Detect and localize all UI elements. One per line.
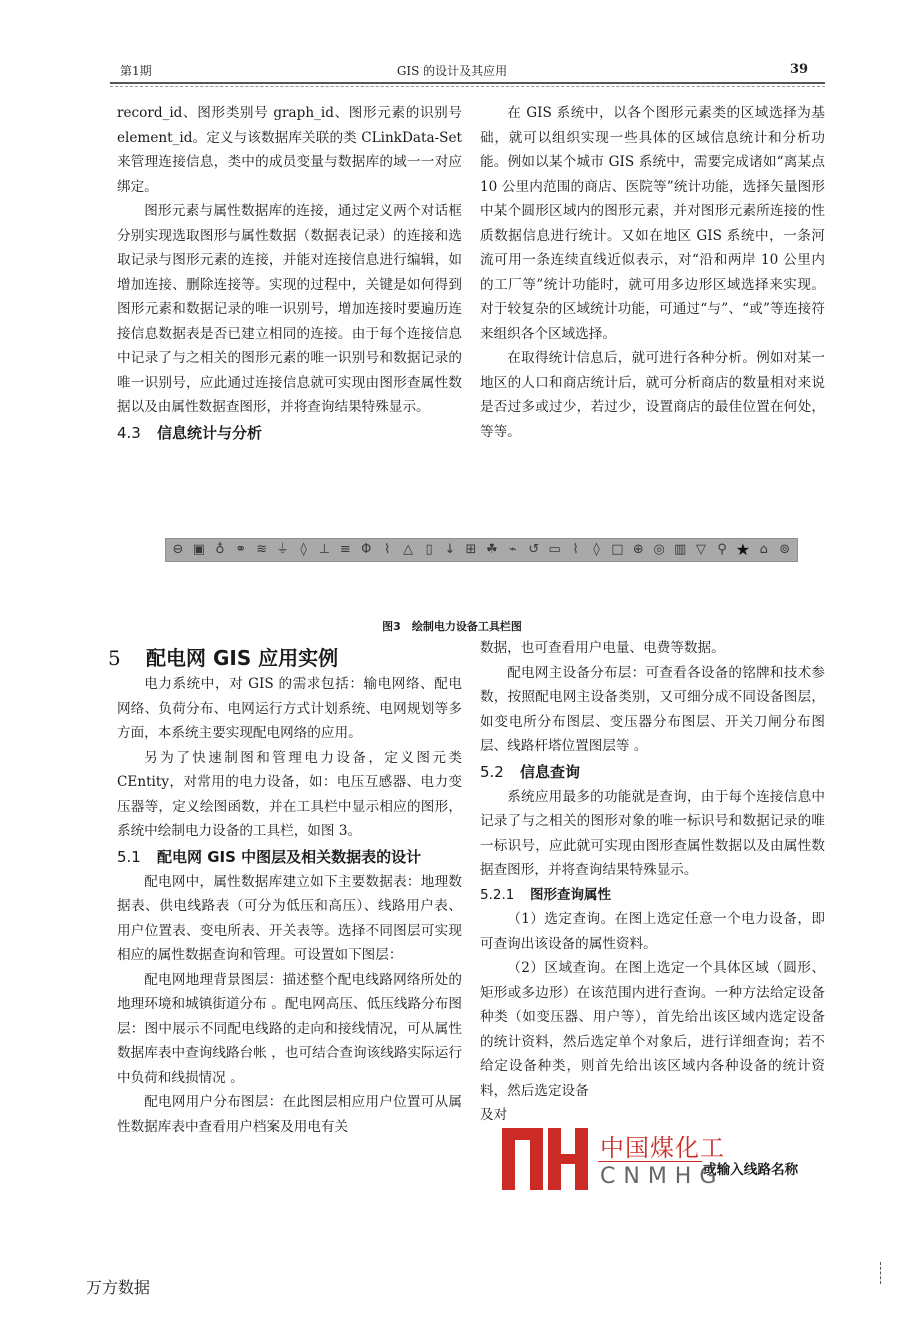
disconnector-icon[interactable]: ⌇ bbox=[384, 542, 391, 557]
edge-mark bbox=[880, 1262, 881, 1284]
fuse-2-icon[interactable]: ◊ bbox=[593, 542, 600, 557]
right-column-bottom bbox=[480, 636, 825, 1128]
target-icon[interactable]: ⊚ bbox=[779, 542, 791, 557]
paragraph: 配电网地理背景图层：描述整个配电线路网络所处的地理环境和城镇街道分布 。配电网高压、低压线路分布图层：图中展示不同配电线路的走向和接线情况，可从属性数据库表中查询线路台帐 ，也可结合查询该线路实际运行中负荷和线损情况 。 bbox=[117, 971, 462, 1086]
paragraph: （1）选定查询。在图上选定任意一个电力设备，即可查询出该设备的属性资料。 bbox=[480, 911, 825, 952]
section-title: 配电网 GIS 中图层及相关数据表的设计 bbox=[157, 847, 422, 866]
page-number: 39 bbox=[790, 62, 809, 77]
rotate-icon[interactable]: ↺ bbox=[528, 542, 540, 557]
triangle-icon[interactable]: ▽ bbox=[696, 542, 707, 557]
section-title: 信息统计与分析 bbox=[157, 423, 263, 442]
paragraph: 系统应用最多的功能就是查询，由于每个连接信息中记录了与之相关的图形对象的唯一标识号和数据记录的唯一标识号，应此就可实现由图形查属性数据以及由属性数据查图形，并将查询结果特殊显示。 bbox=[480, 788, 825, 878]
paragraph-tail: 或输入线路名称 bbox=[703, 1162, 799, 1178]
section-heading-5 bbox=[108, 642, 338, 671]
switch-icon[interactable]: ⊥ bbox=[318, 542, 331, 557]
load-icon[interactable]: ⊞ bbox=[465, 542, 477, 557]
section-number: 5.2 bbox=[480, 762, 504, 781]
delta-transformer-icon[interactable]: △ bbox=[403, 542, 414, 557]
section-title: 图形查询属性 bbox=[530, 886, 611, 903]
circle-gen-icon[interactable]: ⊖ bbox=[172, 542, 184, 557]
transformer-2w-icon[interactable]: ♁ bbox=[215, 542, 225, 557]
right-column-top bbox=[480, 101, 825, 444]
triple-coil-icon[interactable]: ☘ bbox=[486, 542, 498, 557]
capacitor-icon[interactable]: ⏚ bbox=[276, 542, 290, 557]
arrow-down-icon[interactable]: ↓ bbox=[444, 542, 456, 557]
meter-2-icon[interactable]: ◎ bbox=[653, 542, 665, 557]
logo-mark-icon bbox=[502, 1128, 588, 1190]
watermark-logo bbox=[502, 1128, 732, 1190]
paragraph: 在 GIS 系统中，以各个图形元素类的区域选择为基础，就可以组织实现一些具体的区域信息统计和分析功能。例如以某个城市 GIS 系统中，需要完成诸如“离某点 10 公里内范围的商店、医院等”统计功能，选择矢量图形中某个圆形区域内的图形元素，并对图形元素所连接的性质数据信息进行统计。又如在地区 GIS 系统中，一条河流可用一条连续直线近似表示，对“沿和两岸 10 公里内的工厂等”统计功能时，就可用多边形区域选择来实现。对于较复杂的区域统计功能，可通过“与”、“或”等连接符来组织各个区域选择。 bbox=[480, 105, 825, 342]
running-title: GIS 的设计及其应用 bbox=[396, 64, 508, 78]
ground-icon[interactable]: ≡ bbox=[339, 542, 351, 557]
box-switch-icon[interactable]: ▭ bbox=[548, 542, 561, 557]
paragraph: 电力系统中，对 GIS 的需求包括：输电网络、配电网络、负荷分布、电网运行方式计划系统、电网规划等多方面，本系统主要实现配电网络的应用。 bbox=[117, 676, 462, 741]
watermark-rule bbox=[598, 1161, 702, 1162]
square-icon[interactable]: □ bbox=[611, 542, 624, 557]
power-equipment-toolbar bbox=[165, 538, 798, 562]
paragraph: 数据，也可查看用户电量、电费等数据。 bbox=[480, 640, 725, 656]
transformer-3w-icon[interactable]: ⚭ bbox=[235, 542, 247, 557]
section-number: 5 bbox=[108, 646, 121, 670]
header-rule bbox=[110, 82, 825, 84]
left-column-bottom bbox=[117, 672, 462, 1139]
line-icon[interactable]: ⌁ bbox=[508, 542, 517, 557]
section-heading-4-3 bbox=[117, 420, 462, 446]
cross-box-icon[interactable]: ⊕ bbox=[632, 542, 644, 557]
paragraph: 图形元素与属性数据库的连接，通过定义两个对话框分别实现选取图形与属性数据（数据表记录）的连接和选取记录与图形元素的连接，并能对连接信息进行编辑，如增加连接、删除连接等。实现的过程中，关键是如何得到图形元素和数据记录的唯一识别号，增加连接时要遍历连接信息数据表是否已建立相同的连接。由于每个连接信息中记录了与之相关的图形元素的唯一识别号和数据记录的唯一识别号，应此通过连接信息就可实现由图形查属性数据以及由属性数据查图形，并将查询结果特殊显示。 bbox=[117, 203, 462, 415]
left-column-top bbox=[117, 101, 462, 446]
paragraph: 配电网主设备分布层：可查看各设备的铭牌和技术参数，按照配电网主设备类别，又可细分成不同设备图层，如变电所分布图层、变压器分布图层、开关刀闸分布图层、线路杆塔位置图层等 。 bbox=[480, 664, 825, 754]
fuse-icon[interactable]: ◊ bbox=[300, 542, 307, 557]
section-number: 5.2.1 bbox=[480, 886, 515, 903]
paragraph: 配电网中，属性数据库建立如下主要数据表：地理数据表、供电线路表（可分为低压和高压）、线路用户表、用户位置表、变电所表、开关表等。选择不同图层可实现相应的属性数据查询和管理。可设置如下图层： bbox=[117, 873, 462, 963]
section-title: 配电网 GIS 应用实例 bbox=[146, 646, 339, 670]
watermark-name-cn: 中国煤化工 bbox=[600, 1134, 725, 1162]
reactor-icon[interactable]: ≋ bbox=[256, 542, 268, 557]
watermark-name-en: CNMHG bbox=[600, 1164, 725, 1189]
substation-icon[interactable]: ⌂ bbox=[759, 542, 768, 557]
meter-icon[interactable]: ▣ bbox=[192, 542, 206, 557]
header-rule-thin bbox=[110, 86, 825, 87]
section-heading-5-1 bbox=[117, 844, 462, 870]
double-box-icon[interactable]: ▥ bbox=[673, 542, 687, 557]
section-heading-5-2-1 bbox=[480, 883, 825, 908]
figure-caption: 图3 绘制电力设备工具栏图 bbox=[382, 620, 522, 633]
breaker-icon[interactable]: Φ bbox=[361, 542, 372, 557]
branch-icon[interactable]: ⚲ bbox=[717, 542, 727, 557]
section-number: 4.3 bbox=[117, 423, 141, 442]
paragraph: 配电网用户分布图层：在此图层相应用户位置可从属性数据库表中查看用户档案及用电有关 bbox=[117, 1094, 462, 1135]
section-number: 5.1 bbox=[117, 847, 141, 866]
paragraph: 在取得统计信息后，就可进行各种分析。例如对某一地区的人口和商店统计后，就可分析商店的数量相对来说是否过多或过少，若过少，设置商店的最佳位置在何处，等等。 bbox=[480, 350, 825, 440]
footer-source: 万方数据 bbox=[86, 1278, 151, 1297]
paragraph: 另为了快速制图和管理电力设备，定义图元类 CEntity，对常用的电力设备，如：电压互感器、电力变压器等，定义绘图函数，并在工具栏中显示相应的图形，系统中绘制电力设备的工具栏，如图 3。 bbox=[117, 749, 462, 839]
star-icon[interactable]: ★ bbox=[735, 540, 751, 559]
section-heading-5-2 bbox=[480, 759, 825, 785]
knife-switch-icon[interactable]: ⌇ bbox=[572, 542, 579, 557]
paragraph: record_id、图形类别号 graph_id、图形元素的识别号 element_id。定义与该数据库关联的类 CLinkData-Set 来管理连接信息，类中的成员变量与数据库的域一一对应绑定。 bbox=[117, 105, 462, 195]
resistor-icon[interactable]: ▯ bbox=[425, 542, 433, 557]
paragraph-fragment: 及对 bbox=[480, 1107, 508, 1123]
paragraph: （2）区域查询。在图上选定一个具体区域（圆形、矩形或多边形）在该范围内进行查询。一种方法给定设备种类（如变压器、用户等），首先给出该区域内选定设备的统计资料，然后选定单个对象后，进行详细查询；若不给定设备种类，则首先给出该区域内各种设备的统计资料，然后选定设备 bbox=[480, 960, 825, 1099]
section-title: 信息查询 bbox=[520, 762, 581, 781]
issue-label: 第1期 bbox=[120, 64, 152, 78]
